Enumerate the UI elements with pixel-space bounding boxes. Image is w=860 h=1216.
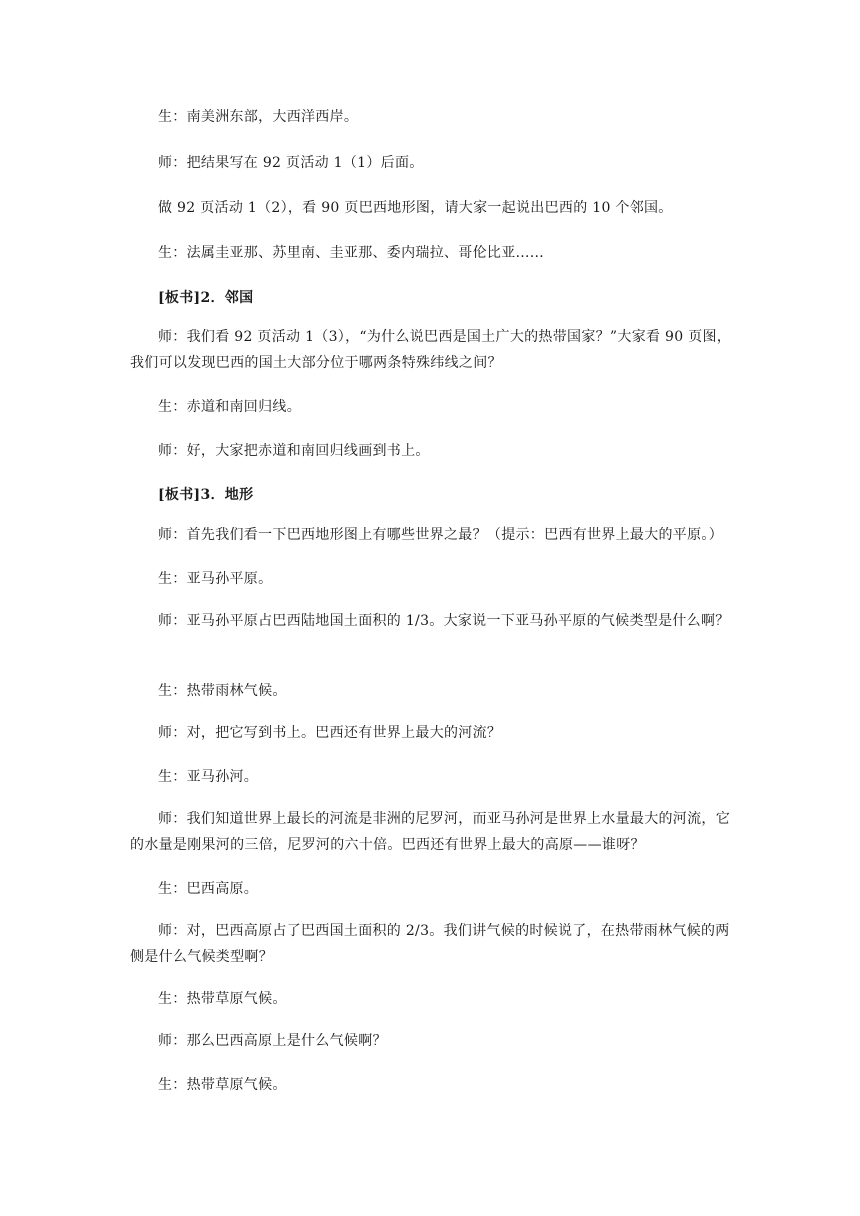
paragraph-13: 生：热带雨林气候。 (158, 683, 287, 699)
paragraph-20: 师：那么巴西高原上是什么气候啊？ (158, 1033, 387, 1049)
paragraph-10: 师：首先我们看一下巴西地形图上有哪些世界之最？（提示：巴西有世界上最大的平原。） (158, 527, 723, 543)
paragraph-19: 生：热带草原气候。 (158, 991, 287, 1007)
board-heading-neighbors: [板书]2．邻国 (158, 290, 254, 306)
paragraph-16: 师：我们知道世界上最长的河流是非洲的尼罗河，而亚马孙河是世界上水量最大的河流，它的水量是刚果河的三倍，尼罗河的六十倍。巴西还有世界上最大的高原——谁呀？ (130, 811, 730, 853)
paragraph-6: 师：我们看 92 页活动 1（3），“为什么说巴西是国土广大的热带国家？”大家看 90 页图，我们可以发现巴西的国土大部分位于哪两条特殊纬线之间？ (130, 329, 732, 371)
paragraph-3: 做 92 页活动 1（2），看 90 页巴西地形图，请大家一起说出巴西的 10 个邻国。 (158, 200, 673, 216)
paragraph-11: 生：亚马孙平原。 (158, 571, 273, 587)
paragraph-1: 生：南美洲东部，大西洋西岸。 (158, 109, 359, 125)
paragraph-15: 生：亚马孙河。 (158, 769, 259, 785)
paragraph-18: 师：对，巴西高原占了巴西国土面积的 2/3。我们讲气候的时候说了，在热带雨林气候的两侧是什么气候类型啊？ (130, 923, 730, 965)
paragraph-12: 师：亚马孙平原占巴西陆地国土面积的 1/3。大家说一下亚马孙平原的气候类型是什么啊？ (158, 613, 730, 629)
paragraph-4: 生：法属圭亚那、苏里南、圭亚那、委内瑞拉、哥伦比亚…… (158, 245, 545, 261)
board-heading-terrain: [板书]3．地形 (158, 487, 254, 503)
paragraph-17: 生：巴西高原。 (158, 881, 259, 897)
paragraph-21: 生：热带草原气候。 (158, 1077, 287, 1093)
paragraph-14: 师：对，把它写到书上。巴西还有世界上最大的河流？ (158, 725, 502, 741)
paragraph-8: 师：好，大家把赤道和南回归线画到书上。 (158, 443, 430, 459)
paragraph-2: 师：把结果写在 92 页活动 1（1）后面。 (158, 155, 424, 171)
paragraph-7: 生：赤道和南回归线。 (158, 399, 301, 415)
